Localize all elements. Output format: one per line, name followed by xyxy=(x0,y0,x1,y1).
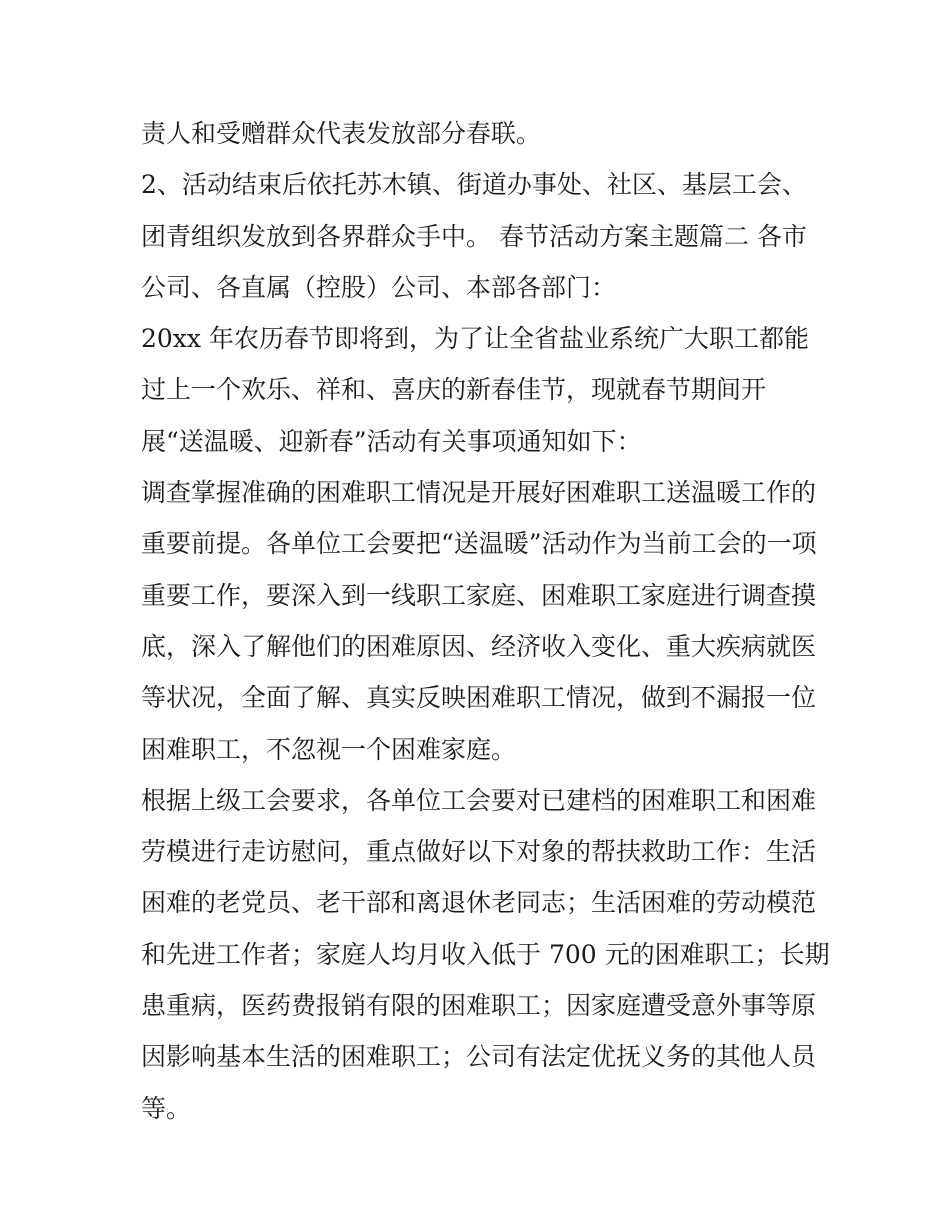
text-line: 底，深入了解他们的困难原因、经济收入变化、重大疾病就医 xyxy=(141,631,817,661)
text-line: 团青组织发放到各界群众手中。 春节活动方案主题篇二 各市 xyxy=(141,221,807,251)
text-line: 责人和受赠群众代表发放部分春联。 xyxy=(141,119,542,148)
text-line: 等。 xyxy=(141,1093,192,1123)
text-line: 困难的老党员、老干部和离退休老同志；生活困难的劳动模范 xyxy=(141,888,817,918)
text-line: 过上一个欢乐、祥和、喜庆的新春佳节，现就春节期间开 xyxy=(141,375,767,405)
text-line: 20xx 年农历春节即将到，为了让全省盐业系统广大职工都能 xyxy=(141,324,809,354)
text-line: 展“送温暖、迎新春”活动有关事项通知如下： xyxy=(141,426,642,456)
text-line: 重要工作，要深入到一线职工家庭、困难职工家庭进行调查摸 xyxy=(141,580,817,610)
text-line: 劳模进行走访慰问，重点做好以下对象的帮扶救助工作：生活 xyxy=(141,837,817,867)
text-line: 患重病，医药费报销有限的困难职工；因家庭遭受意外事等原 xyxy=(141,991,817,1021)
text-line: 困难职工，不忽视一个困难家庭。 xyxy=(141,734,517,764)
text-line: 等状况，全面了解、真实反映困难职工情况，做到不漏报一位 xyxy=(141,683,817,713)
document-body xyxy=(141,108,830,1134)
text-line: 重要前提。各单位工会要把“送温暖”活动作为当前工会的一项 xyxy=(141,529,817,559)
text-line: 2、活动结束后依托苏木镇、街道办事处、社区、基层工会、 xyxy=(141,170,807,200)
text-line: 根据上级工会要求，各单位工会要对已建档的困难职工和困难 xyxy=(141,785,817,815)
text-line: 调查掌握准确的困难职工情况是开展好困难职工送温暖工作的 xyxy=(141,478,817,508)
text-line: 因影响基本生活的困难职工；公司有法定优抚义务的其他人员 xyxy=(141,1042,817,1072)
text-line: 和先进工作者；家庭人均月收入低于 700 元的困难职工；长期 xyxy=(141,939,830,969)
text-line: 公司、各直属（控股）公司、本部各部门： xyxy=(141,272,617,302)
